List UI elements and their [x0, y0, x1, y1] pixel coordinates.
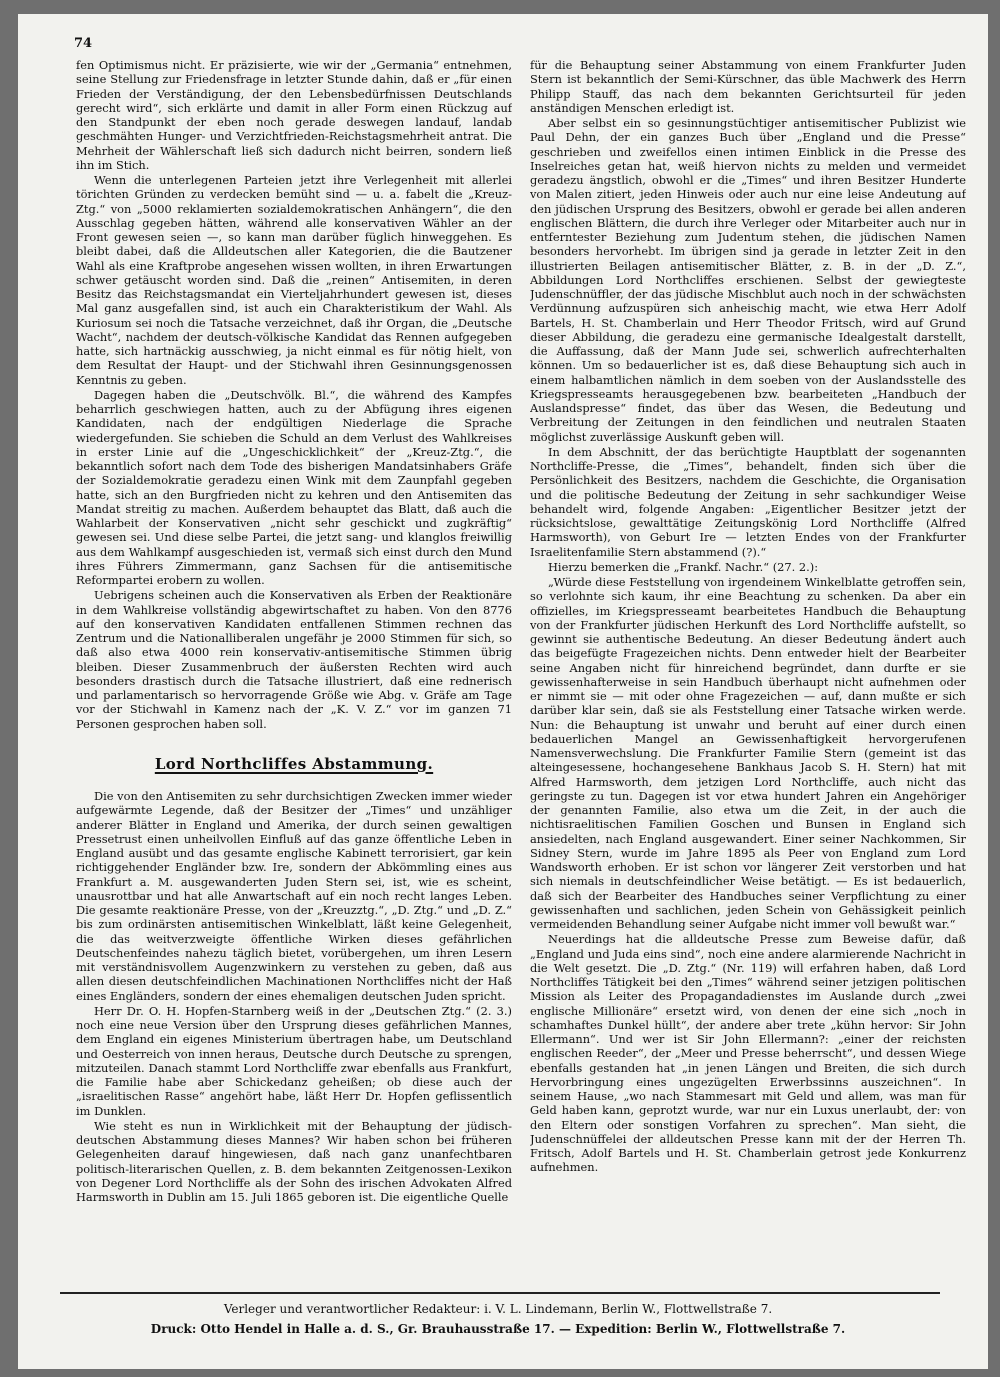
paragraph: Neuerdings hat die alldeutsche Presse zum Beweise dafür, daß „England und Juda eins sind“, noch eine andere alarmierende Nachricht in die Welt gesetzt. Die „D. Ztg.“ (Nr. 119) will erfahren haben, daß Lord Northcliffes Tätigkeit bei den „Times“ während seiner jetzigen politischen Mission als Leiter des Propagandadienstes im Auslande durch „zwei englische Millionäre“ ersetzt wird, von denen der eine sich „noch in schamhaftes Dunkel hüllt“, der andere aber trete „kühn hervor: Sir John Ellermann“. Und wer ist Sir John Ellermann?: „einer der reichsten englischen Reeder“, der „Meer und Presse beherrscht“, und dessen Wiege ebenfalls gestanden hat „in jenen Längen und Breiten, die sich durch Hervorbringung eines ungezügelten Erwerbssinns auszeichnen“. In seinem Hause, „wo nach Stammesart mit Geld und allem, was man für Geld haben kann, geprotzt wurde, war nur ein Luxus unerlaubt, der: von den Eltern oder sonstigen Vorfahren zu sprechen“. Man sieht, die Judenschnüffelei der alldeutschen Presse kann mit der der Herren Th. Fritsch, Adolf Bartels und H. St. Chamberlain getrost jede Konkurrenz aufnehmen.	[530, 932, 966, 1175]
paragraph: Uebrigens scheinen auch die Konservativen als Erben der Reaktionäre in dem Wahlkreise vollständig abgewirtschaftet zu haben. Von den 8776 auf den konservativen Kandidaten entfallenen Stimmen rechnen das Zentrum und die Nationalliberalen ungefähr je 2000 Stimmen für sich, so daß also etwa 4000 rein konservativ-antisemitische Stimmen übrig bleiben. Dieser Zusammenbruch der äußersten Rechten wird auch besonders drastisch durch die Tatsache illustriert, daß eine rednerisch und parlamentarisch so hervorragende Größe wie Abg. v. Gräfe am Tage vor der Stichwahl in Kamenz nach der „K. V. Z.“ vor im ganzen 71 Personen gesprochen haben soll.	[76, 588, 512, 731]
article-heading: Lord Northcliffes Abstammung.	[154, 754, 434, 773]
paragraph: Herr Dr. O. H. Hopfen-Starnberg weiß in der „Deutschen Ztg.“ (2. 3.) noch eine neue Version über den Ursprung dieses gefährlichen Mannes, dem England ein eigenes Ministerium übertragen habe, um Deutschland und Oesterreich von innen heraus, Deutsche durch Deutsche zu sprengen, mitzuteilen. Danach stammt Lord Northcliffe zwar ebenfalls aus Frankfurt, die Familie habe aber Schickedanz geheißen; ob diese auch der „israelitischen Rasse“ angehört habe, läßt Herr Dr. Hopfen geflissentlich im Dunklen.	[76, 1003, 512, 1118]
paragraph: fen Optimismus nicht. Er präzisierte, wie wir der „Germania“ entnehmen, seine Stellung zur Friedensfrage in letzter Stunde dahin, daß er „für einen Frieden der Verständigung, der den Lebensbedürfnissen Deutschlands gerecht wird“, sich erklärte und damit in aller Form einen Rückzug auf den Standpunkt der eben noch gerade deswegen landauf, landab geschmähten Hunger- und Verzichtfrieden-Reichstagsmehrheit antrat. Die Mehrheit der Wählerschaft ließ sich dadurch nicht beirren, sondern ließ ihn im Stich.	[76, 58, 512, 172]
paragraph: In dem Abschnitt, der das berüchtigte Hauptblatt der sogenannten Northcliffe-Presse, die „Times“, behandelt, finden sich über die Persönlichkeit des Besitzers, nachdem die Geschichte, die Organisation und die politische Bedeutung der Zeitung in sehr sachkundiger Weise behandelt wird, folgende Angaben: „Eigentlicher Besitzer jetzt der rücksichtslose, gewalttätige Zeitungskönig Lord Northcliffe (Alfred Harmsworth), von Geburt Ire — letzten Endes von der Frankfurter Israelitenfamilie Stern abstammend (?).“	[530, 444, 966, 559]
printer-line: Druck: Otto Hendel in Halle a. d. S., Gr. Brauhausstraße 17. — Expedition: Berlin W., Flottwellstraße 7.	[150, 1322, 846, 1336]
paragraph: Hierzu bemerken die „Frankf. Nachr.“ (27. 2.):	[548, 559, 819, 574]
right-column	[530, 58, 966, 1302]
paragraph: Dagegen haben die „Deutschvölk. Bl.“, die während des Kampfes beharrlich geschwiegen hatten, auch zu der Abfügung ihres eigenen Kandidaten, nach der endgültigen Niederlage die Sprache wiedergefunden. Sie schieben die Schuld an dem Verlust des Wahlkreises in erster Linie auf die „Ungeschicklichkeit“ der „Kreuz-Ztg.“, die bekanntlich sofort nach dem Tode des bisherigen Mandatsinhabers Gräfe der Sozialdemokratie geradezu einen Wink mit dem Zaunpfahl gegeben hatte, sich an den Burgfrieden nicht zu kehren und den Antisemiten das Mandat streitig zu machen. Außerdem behauptet das Blatt, daß auch die Wahlarbeit der Konservativen „nicht sehr geschickt und zugkräftig“ gewesen sei. Und diese selbe Partei, die jetzt sang- und klanglos freiwillig aus dem Wahlkampf ausgeschieden ist, vermaß sich einst durch den Mund ihres Führers Zimmermann, ganz Sachsen für die antisemitische Reformpartei erobern zu wollen.	[76, 387, 512, 587]
paragraph: Aber selbst ein so gesinnungstüchtiger antisemitischer Publizist wie Paul Dehn, der ein ganzes Buch über „England und die Presse“ geschrieben und zweifellos einen intimen Einblick in die Presse des Inselreiches getan hat, weiß hiervon nichts zu melden und vermeidet geradezu ängstlich, obwohl er die „Times“ und ihren Besitzer Hunderte von Malen zitiert, jeden Hinweis oder auch nur eine leise Andeutung auf den jüdischen Ursprung des Besitzers, obwohl er gerade bei allen anderen englischen Blättern, die durch ihre Verleger oder Mitarbeiter auch nur in entferntester Beziehung zum Judentum stehen, die jüdischen Namen besonders hervorhebt. Im übrigen sind ja gerade in letzter Zeit in den illustrierten Beilagen antisemitischer Blätter, z. B. in der „D. Z.“, Abbildungen Lord Northcliffes erschienen. Selbst der gewiegteste Judenschnüffler, der das jüdische Mischblut auch noch in der schwächsten Verdünnung aufzuspüren sich anheischig macht, wie etwa Herr Adolf Bartels, H. St. Chamberlain und Herr Theodor Fritsch, wird auf Grund dieser Abbildung, die geradezu eine germanische Idealgestalt darstellt, die Auffassung, daß der Mann Jude sei, schwerlich aufrechterhalten können. Um so bedauerlicher ist es, daß diese Behauptung sich auch in einem halbamtlichen nämlich in dem soeben von der Auslandsstelle des Kriegspresseamts herausgegebenen bzw. bearbeiteten „Handbuch der Auslandspresse“ findet, das über das Wesen, die Bedeutung und Verbreitung der Zeitungen in den feindlichen und neutralen Staaten möglichst zuverlässige Auskunft geben will.	[530, 116, 966, 444]
paragraph: Wie steht es nun in Wirklichkeit mit der Behauptung der jüdisch-deutschen Abstammung dieses Mannes? Wir haben schon bei früheren Gelegenheiten darauf hingewiesen, daß nach ganz unanfechtbaren politisch-literarischen Quellen, z. B. dem bekannten Zeitgenossen-Lexikon von Degener Lord Northcliffe als der Sohn des irischen Advokaten Alfred Harmsworth in Dublin am 15. Juli 1865 geboren ist. Die eigentliche Quelle	[76, 1118, 512, 1204]
paragraph: Wenn die unterlegenen Parteien jetzt ihre Verlegenheit mit allerlei törichten Gründen zu verdecken bemüht sind — u. a. fabelt die „Kreuz-Ztg.“ von „5000 reklamierten sozialdemokratischen Anhängern“, die den Ausschlag gegeben hätten, während alle konservativen Wähler an der Front gewesen seien —, so kann man darüber füglich hinweggehen. Es bleibt dabei, daß die Alldeutschen aller Kategorien, die die Bautzener Wahl als eine Kraftprobe angesehen wissen wollten, in ihren Erwartungen schwer getäuscht worden sind. Daß die „reinen“ Antisemiten, in deren Besitz das Reichstagsmandat ein Vierteljahrhundert gewesen ist, dieses Mal ganz ausgefallen sind, ist auch ein Charakteristikum der Wahl. Als Kuriosum sei noch die Tatsache verzeichnet, daß ihr Organ, die „Deutsche Wacht“, nachdem der deutsch-völkische Kandidat das Rennen aufgegeben hatte, sich hartnäckig ausschwieg, ja nicht einmal es für nötig hielt, von dem Resultat der Haupt- und der Stichwahl ihren Gesinnungsgenossen Kenntnis zu geben.	[76, 173, 512, 387]
quotation: „Würde diese Feststellung von irgendeinem Winkelblatte getroffen sein, so verlohnte sich kaum, ihr eine Beachtung zu schenken. Da aber ein offizielles, im Kriegspresseamt bearbeitetes Handbuch die Behauptung von der Frankfurter jüdischen Herkunft des Lord Northcliffe aufstellt, so gewinnt sie authentische Bedeutung. An dieser Bedeutung ändert auch das beigefügte Fragezeichen nichts. Denn entweder hielt der Bearbeiter seine Angaben nicht für hinreichend begründet, dann durfte er sie gewissenhafterweise in sein Handbuch überhaupt nicht aufnehmen oder er nimmt sie — mit oder ohne Fragezeichen — auf, dann mußte er sich darüber klar sein, daß sie als Feststellung einer Tatsache wirken werde. Nun: die Behauptung ist unwahr und beruht auf einer durch einen bedauerlichen Mangel an Gewissenhaftigkeit hervorgerufenen Namensverwechslung. Die Frankfurter Familie Stern (gemeint ist das alteingesessene, hochangesehene Bankhaus Jacob S. H. Stern) hat mit Alfred Harmsworth, dem jetzigen Lord Northcliffe, auch nicht das geringste zu tun. Dagegen ist vor etwa hundert Jahren ein Angehöriger der genannten Familie, also etwa um die Zeit, in der auch die nichtisraelitischen Familien Goschen und Bunsen in England sich ansiedelten, nach England ausgewandert. Einer seiner Nachkommen, Sir Sidney Stern, wurde im Jahre 1895 als Peer von England zum Lord Wandsworth erhoben. Er ist schon vor längerer Zeit verstorben und hat sich niemals in deutschfeindlicher Weise betätigt. — Es ist bedauerlich, daß sich der Bearbeiter des Handbuches seiner Verpflichtung zu einer gewissenhaften und sachlichen, jeden Schein von Gehässigkeit peinlich vermeidenden Behandlung seiner Aufgabe nicht immer voll bewußt war.“	[530, 575, 966, 931]
paragraph: Die von den Antisemiten zu sehr durchsichtigen Zwecken immer wieder aufgewärmte Legende, daß der Besitzer der „Times“ und unzähliger anderer Blätter in England und Amerika, der durch seinen gewaltigen Pressetrust einen unheilvollen Einfluß auf das ganze öffentliche Leben in England ausübt und das gesamte englische Kabinett terrorisiert, gar kein richtiggehender Engländer bzw. Ire, sondern der Abkömmling eines aus Frankfurt a. M. ausgewanderten Juden Stern sei, ist, wie es scheint, unausrottbar und hat alle Anwartschaft auf ein noch recht langes Leben. Die gesamte reaktionäre Presse, von der „Kreuzztg.“, „D. Ztg.“ und „D. Z.“ bis zum ordinärsten antisemitischen Winkelblatt, läßt keine Gelegenheit, die das weitverzweigte öffentliche Wirken dieses gefährlichen Deutschenfeindes nahezu täglich bietet, vorübergehen, um ihren Lesern mit verständnisvollem Augenzwinkern zu verstehen zu geben, daß aus allen diesen deutschfeindlichen Machinationen Northcliffes nicht der Haß eines Engländers, sondern der eines ehemaligen deutschen Juden spricht.	[76, 789, 512, 1003]
paragraph: für die Behauptung seiner Abstammung von einem Frankfurter Juden Stern ist bekanntlich der Semi-Kürschner, das üble Machwerk des Herrn Philipp Stauff, das nach dem bekannten Gerichtsurteil für jeden anständigen Menschen erledigt ist.	[530, 58, 966, 115]
left-column	[76, 58, 512, 1298]
publisher-line: Verleger und verantwortlicher Redakteur: i. V. L. Lindemann, Berlin W., Flottwellstraße 7.	[223, 1302, 773, 1316]
newspaper-page	[18, 14, 988, 1369]
footer-divider	[60, 1292, 940, 1294]
page-number: 74	[74, 36, 93, 51]
